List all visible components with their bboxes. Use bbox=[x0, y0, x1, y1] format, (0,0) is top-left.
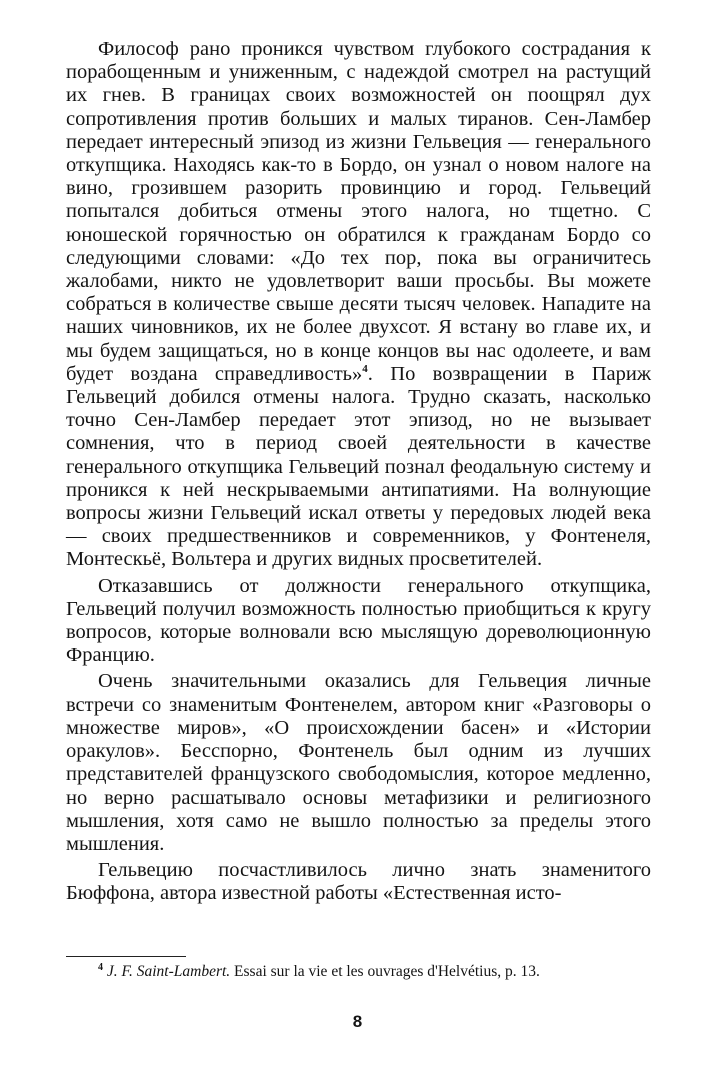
footnote-reference: 4 bbox=[362, 363, 368, 376]
paragraph-4: Гельвецию посчастливилось лично знать знаменитого Бюффона, автора известной работы «Естественная исто- bbox=[66, 859, 651, 905]
footnote bbox=[66, 962, 651, 981]
paragraph-1 bbox=[66, 38, 651, 572]
footnote-divider bbox=[66, 956, 186, 957]
page-number: 8 bbox=[352, 1012, 363, 1031]
paragraph-1-text-a: Философ рано проникся чувством глубокого сострадания к порабощенным и униженным, с надеждой смотрел на растущий их гнев. В границах своих возможностей он поощрял дух сопротивления против больших и малых тиранов. Сен-Ламбер передает интересный эпизод из жизни Гельвеция — генерального откупщика. Находясь как-то в Бордо, он узнал о новом налоге на вино, грозившем разорить провинцию и город. Гельвеций попытался добиться отмены этого налога, но тщетно. С юношеской горячностью он обратился к гражданам Бордо со следующими словами: «До тех пор, пока вы ограничитесь жалобами, никто не удовлетворит ваши просьбы. Вы можете собраться в количестве свыше десяти тысяч человек. Нападите на наших чиновников, их не более двухсот. Я встану во главе их, и мы будем защищаться, но в конце концов вы нас одолеете, и вам будет воздана справедливость» bbox=[66, 38, 651, 385]
page-body bbox=[66, 38, 651, 906]
paragraph-2: Отказавшись от должности генерального откупщика, Гельвеций получил возможность полностью приобщиться к кругу вопросов, которые волновали всю мыслящую дореволюционную Францию. bbox=[66, 574, 651, 667]
footnote-author: J. F. Saint-Lambert. bbox=[106, 963, 231, 980]
footnote-text: Essai sur la vie et les ouvrages d'Helvétius, p. 13. bbox=[230, 963, 540, 980]
paragraph-1-text-b: . По возвращении в Париж Гельвеций добился отмены налога. Трудно сказать, насколько точно Сен-Ламбер передает этот эпизод, но не вызывает сомнения, что в период своей деятельности в качестве генерального откупщика Гельвеций познал феодальную систему и проникся к ней нескрываемыми антипатиями. На волнующие вопросы жизни Гельвеций искал ответы у передовых людей века — своих предшественников и современников, у Фонтенеля, Монтескьё, Вольтера и других видных просветителей. bbox=[66, 362, 652, 571]
footnote-number: 4 bbox=[98, 961, 103, 973]
paragraph-3: Очень значительными оказались для Гельвеция личные встречи со знаменитым Фонтенелем, автором книг «Разговоры о множестве миров», «О происхождении басен» и «Истории оракулов». Бесспорно, Фонтенель был одним из лучших представителей французского свободомыслия, которое медленно, но верно расшатывало основы метафизики и религиозного мышления, хотя само не вышло полностью за пределы этого мышления. bbox=[66, 670, 651, 855]
